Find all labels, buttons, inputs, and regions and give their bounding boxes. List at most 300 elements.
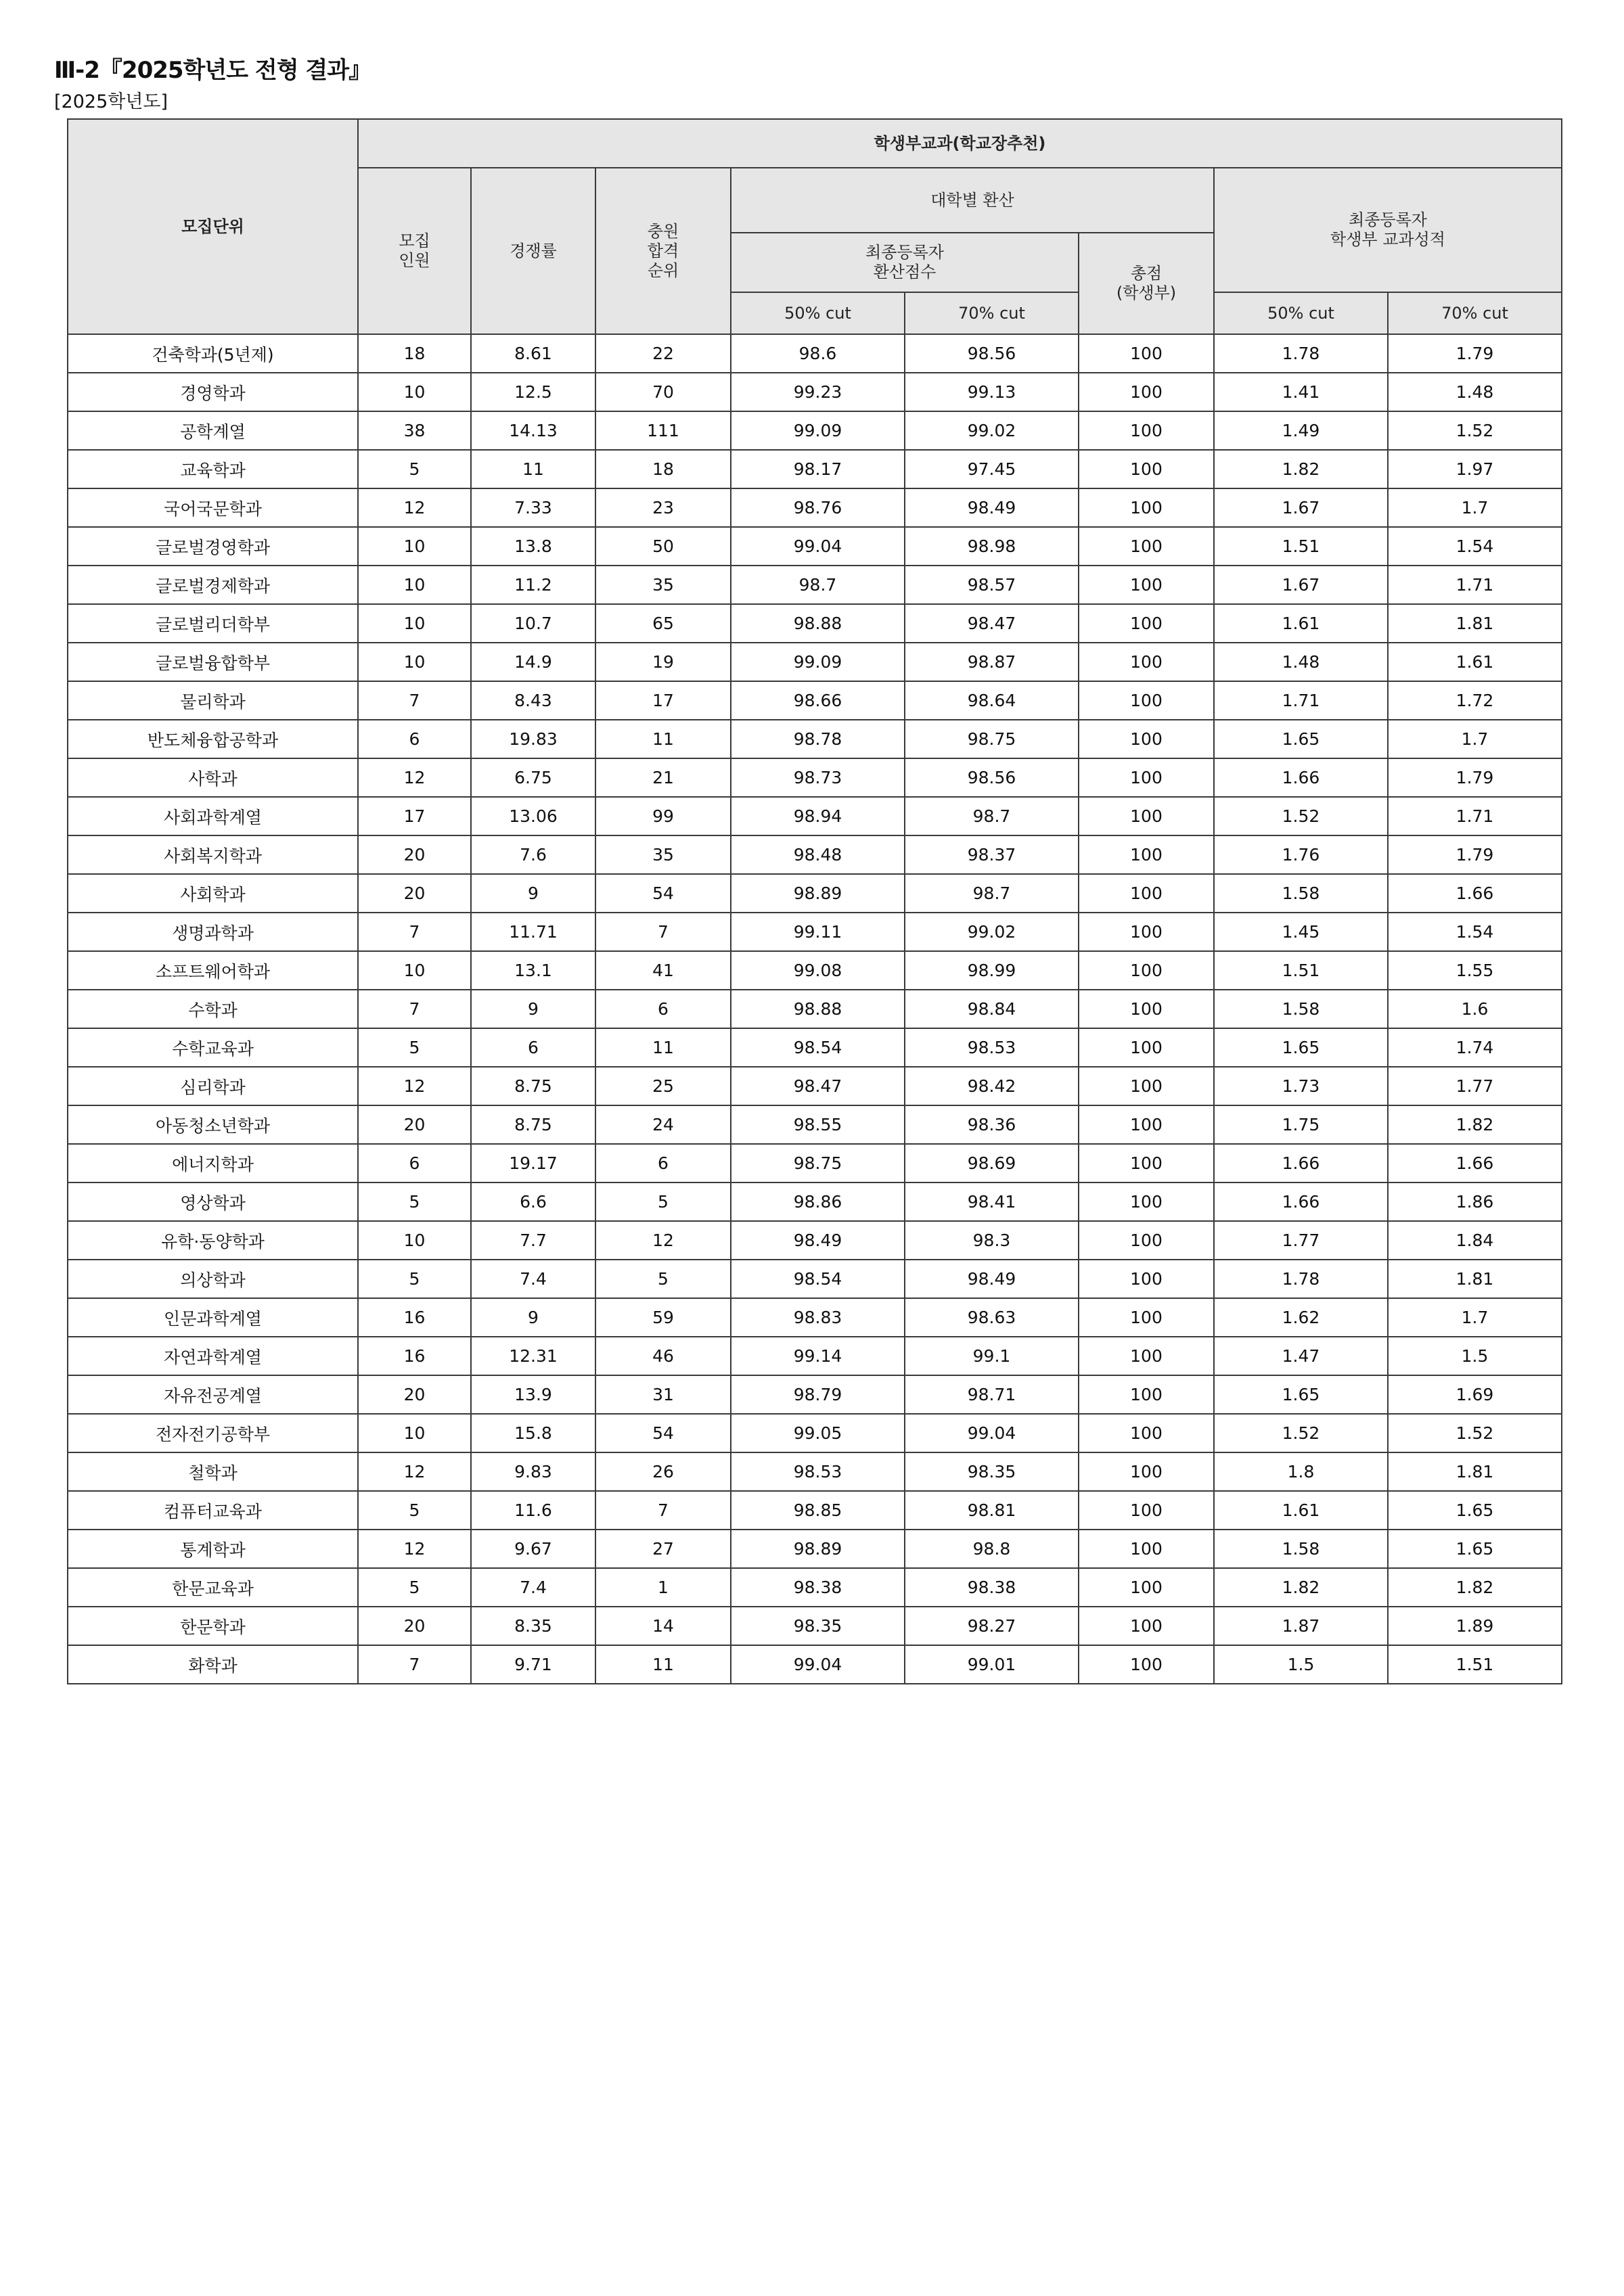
cell-rank: 70 bbox=[595, 373, 731, 411]
cell-grade-cut70: 1.71 bbox=[1388, 566, 1562, 604]
cell-grade-cut50: 1.47 bbox=[1214, 1337, 1388, 1375]
table-row bbox=[68, 1144, 1562, 1183]
cell-competition: 7.33 bbox=[471, 488, 595, 527]
table-row bbox=[68, 1028, 1562, 1067]
cell-conv-cut70: 98.63 bbox=[905, 1298, 1079, 1337]
cell-conv-cut70: 98.81 bbox=[905, 1491, 1079, 1530]
cell-total: 100 bbox=[1079, 874, 1214, 913]
cell-total: 100 bbox=[1079, 1491, 1214, 1530]
cell-unit: 통계학과 bbox=[68, 1530, 358, 1568]
cell-grade-cut50: 1.58 bbox=[1214, 990, 1388, 1028]
cell-competition: 11.71 bbox=[471, 913, 595, 951]
cell-conv-cut70: 99.02 bbox=[905, 411, 1079, 450]
cell-unit: 철학과 bbox=[68, 1452, 358, 1491]
cell-rank: 31 bbox=[595, 1375, 731, 1414]
cell-competition: 9 bbox=[471, 874, 595, 913]
cell-unit: 의상학과 bbox=[68, 1260, 358, 1298]
cell-competition: 15.8 bbox=[471, 1414, 595, 1452]
cell-competition: 9.71 bbox=[471, 1645, 595, 1684]
cell-total: 100 bbox=[1079, 1375, 1214, 1414]
cell-unit: 국어국문학과 bbox=[68, 488, 358, 527]
cell-competition: 19.83 bbox=[471, 720, 595, 758]
cell-grade-cut70: 1.55 bbox=[1388, 951, 1562, 990]
cell-rank: 41 bbox=[595, 951, 731, 990]
table-row bbox=[68, 1530, 1562, 1568]
cell-grade-cut50: 1.77 bbox=[1214, 1221, 1388, 1260]
cell-unit: 글로벌경제학과 bbox=[68, 566, 358, 604]
header-grade-cut50: 50% cut bbox=[1214, 292, 1388, 334]
cell-grade-cut70: 1.54 bbox=[1388, 913, 1562, 951]
cell-grade-cut50: 1.66 bbox=[1214, 758, 1388, 797]
cell-conv-cut50: 98.78 bbox=[731, 720, 905, 758]
cell-conv-cut50: 99.14 bbox=[731, 1337, 905, 1375]
table-row bbox=[68, 527, 1562, 566]
cell-quota: 10 bbox=[358, 527, 471, 566]
cell-quota: 12 bbox=[358, 1530, 471, 1568]
cell-quota: 5 bbox=[358, 1183, 471, 1221]
cell-quota: 6 bbox=[358, 1144, 471, 1183]
cell-conv-cut50: 99.04 bbox=[731, 527, 905, 566]
cell-grade-cut70: 1.61 bbox=[1388, 643, 1562, 681]
cell-unit: 한문교육과 bbox=[68, 1568, 358, 1607]
cell-conv-cut70: 98.56 bbox=[905, 758, 1079, 797]
table-row bbox=[68, 797, 1562, 835]
cell-conv-cut70: 98.8 bbox=[905, 1530, 1079, 1568]
cell-grade-cut70: 1.48 bbox=[1388, 373, 1562, 411]
cell-unit: 수학교육과 bbox=[68, 1028, 358, 1067]
cell-competition: 9 bbox=[471, 1298, 595, 1337]
cell-conv-cut50: 98.38 bbox=[731, 1568, 905, 1607]
cell-total: 100 bbox=[1079, 990, 1214, 1028]
cell-quota: 20 bbox=[358, 835, 471, 874]
cell-total: 100 bbox=[1079, 1105, 1214, 1144]
cell-quota: 10 bbox=[358, 643, 471, 681]
cell-grade-cut70: 1.69 bbox=[1388, 1375, 1562, 1414]
cell-conv-cut50: 98.75 bbox=[731, 1144, 905, 1183]
cell-grade-cut50: 1.66 bbox=[1214, 1144, 1388, 1183]
table-row bbox=[68, 681, 1562, 720]
cell-grade-cut70: 1.89 bbox=[1388, 1607, 1562, 1645]
cell-grade-cut50: 1.82 bbox=[1214, 450, 1388, 488]
cell-conv-cut70: 98.98 bbox=[905, 527, 1079, 566]
cell-quota: 10 bbox=[358, 951, 471, 990]
cell-total: 100 bbox=[1079, 604, 1214, 643]
cell-total: 100 bbox=[1079, 527, 1214, 566]
cell-unit: 컴퓨터교육과 bbox=[68, 1491, 358, 1530]
cell-unit: 사학과 bbox=[68, 758, 358, 797]
cell-total: 100 bbox=[1079, 450, 1214, 488]
cell-quota: 38 bbox=[358, 411, 471, 450]
table-row bbox=[68, 450, 1562, 488]
cell-unit: 교육학과 bbox=[68, 450, 358, 488]
cell-grade-cut50: 1.41 bbox=[1214, 373, 1388, 411]
cell-total: 100 bbox=[1079, 758, 1214, 797]
cell-grade-cut50: 1.61 bbox=[1214, 604, 1388, 643]
cell-conv-cut70: 98.7 bbox=[905, 874, 1079, 913]
cell-quota: 16 bbox=[358, 1298, 471, 1337]
table-row bbox=[68, 1414, 1562, 1452]
cell-total: 100 bbox=[1079, 1337, 1214, 1375]
cell-total: 100 bbox=[1079, 1452, 1214, 1491]
cell-grade-cut50: 1.51 bbox=[1214, 951, 1388, 990]
cell-unit: 영상학과 bbox=[68, 1183, 358, 1221]
table-body bbox=[68, 334, 1562, 1684]
cell-grade-cut50: 1.8 bbox=[1214, 1452, 1388, 1491]
cell-rank: 6 bbox=[595, 990, 731, 1028]
cell-conv-cut70: 98.71 bbox=[905, 1375, 1079, 1414]
cell-conv-cut50: 98.73 bbox=[731, 758, 905, 797]
cell-rank: 12 bbox=[595, 1221, 731, 1260]
cell-quota: 12 bbox=[358, 1452, 471, 1491]
cell-conv-cut50: 98.17 bbox=[731, 450, 905, 488]
cell-quota: 18 bbox=[358, 334, 471, 373]
cell-grade-cut50: 1.78 bbox=[1214, 1260, 1388, 1298]
cell-total: 100 bbox=[1079, 566, 1214, 604]
cell-conv-cut70: 98.99 bbox=[905, 951, 1079, 990]
cell-conv-cut50: 98.79 bbox=[731, 1375, 905, 1414]
cell-competition: 7.4 bbox=[471, 1260, 595, 1298]
cell-grade-cut70: 1.71 bbox=[1388, 797, 1562, 835]
cell-quota: 5 bbox=[358, 1491, 471, 1530]
cell-competition: 13.1 bbox=[471, 951, 595, 990]
cell-total: 100 bbox=[1079, 1260, 1214, 1298]
table-row bbox=[68, 720, 1562, 758]
cell-conv-cut50: 98.48 bbox=[731, 835, 905, 874]
table-row bbox=[68, 566, 1562, 604]
cell-conv-cut70: 98.84 bbox=[905, 990, 1079, 1028]
page-subtitle: [2025학년도] bbox=[54, 91, 168, 112]
table-row bbox=[68, 373, 1562, 411]
cell-conv-cut50: 98.54 bbox=[731, 1028, 905, 1067]
cell-unit: 자유전공계열 bbox=[68, 1375, 358, 1414]
cell-quota: 5 bbox=[358, 1568, 471, 1607]
cell-grade-cut70: 1.54 bbox=[1388, 527, 1562, 566]
table-row bbox=[68, 1491, 1562, 1530]
cell-unit: 공학계열 bbox=[68, 411, 358, 450]
cell-quota: 16 bbox=[358, 1337, 471, 1375]
cell-grade-cut50: 1.73 bbox=[1214, 1067, 1388, 1105]
cell-competition: 6.6 bbox=[471, 1183, 595, 1221]
cell-conv-cut70: 98.42 bbox=[905, 1067, 1079, 1105]
cell-rank: 11 bbox=[595, 1645, 731, 1684]
cell-grade-cut50: 1.48 bbox=[1214, 643, 1388, 681]
cell-rank: 21 bbox=[595, 758, 731, 797]
cell-grade-cut70: 1.79 bbox=[1388, 334, 1562, 373]
table-row bbox=[68, 1105, 1562, 1144]
table-row bbox=[68, 604, 1562, 643]
cell-rank: 11 bbox=[595, 720, 731, 758]
cell-rank: 99 bbox=[595, 797, 731, 835]
cell-conv-cut70: 98.38 bbox=[905, 1568, 1079, 1607]
cell-competition: 19.17 bbox=[471, 1144, 595, 1183]
cell-rank: 65 bbox=[595, 604, 731, 643]
cell-quota: 20 bbox=[358, 1105, 471, 1144]
cell-grade-cut50: 1.61 bbox=[1214, 1491, 1388, 1530]
cell-quota: 10 bbox=[358, 1221, 471, 1260]
cell-total: 100 bbox=[1079, 1028, 1214, 1067]
table-row bbox=[68, 1568, 1562, 1607]
page-title: Ⅲ-2『2025학년도 전형 결과』 bbox=[54, 57, 371, 84]
cell-conv-cut70: 98.7 bbox=[905, 797, 1079, 835]
header-unit: 모집단위 bbox=[68, 119, 358, 334]
cell-quota: 7 bbox=[358, 990, 471, 1028]
cell-conv-cut50: 98.94 bbox=[731, 797, 905, 835]
cell-grade-cut50: 1.76 bbox=[1214, 835, 1388, 874]
cell-grade-cut70: 1.7 bbox=[1388, 1298, 1562, 1337]
cell-grade-cut70: 1.66 bbox=[1388, 874, 1562, 913]
cell-conv-cut70: 99.13 bbox=[905, 373, 1079, 411]
cell-total: 100 bbox=[1079, 1067, 1214, 1105]
cell-conv-cut70: 98.49 bbox=[905, 488, 1079, 527]
cell-grade-cut50: 1.45 bbox=[1214, 913, 1388, 951]
cell-grade-cut70: 1.5 bbox=[1388, 1337, 1562, 1375]
table-row bbox=[68, 643, 1562, 681]
cell-total: 100 bbox=[1079, 1414, 1214, 1452]
cell-rank: 35 bbox=[595, 566, 731, 604]
cell-competition: 7.7 bbox=[471, 1221, 595, 1260]
cell-conv-cut50: 98.49 bbox=[731, 1221, 905, 1260]
table-row bbox=[68, 1337, 1562, 1375]
cell-conv-cut50: 98.6 bbox=[731, 334, 905, 373]
table-row bbox=[68, 874, 1562, 913]
table-row bbox=[68, 1645, 1562, 1684]
cell-conv-cut70: 99.01 bbox=[905, 1645, 1079, 1684]
cell-grade-cut70: 1.72 bbox=[1388, 681, 1562, 720]
cell-grade-cut50: 1.87 bbox=[1214, 1607, 1388, 1645]
cell-conv-cut50: 99.11 bbox=[731, 913, 905, 951]
cell-grade-cut70: 1.77 bbox=[1388, 1067, 1562, 1105]
cell-conv-cut70: 98.57 bbox=[905, 566, 1079, 604]
cell-rank: 35 bbox=[595, 835, 731, 874]
cell-grade-cut50: 1.62 bbox=[1214, 1298, 1388, 1337]
cell-unit: 전자전기공학부 bbox=[68, 1414, 358, 1452]
cell-grade-cut70: 1.86 bbox=[1388, 1183, 1562, 1221]
header-group: 학생부교과(학교장추천) bbox=[358, 119, 1562, 168]
header-conv-cut50: 50% cut bbox=[731, 292, 905, 334]
cell-quota: 7 bbox=[358, 913, 471, 951]
cell-rank: 18 bbox=[595, 450, 731, 488]
cell-grade-cut70: 1.52 bbox=[1388, 1414, 1562, 1452]
cell-competition: 12.5 bbox=[471, 373, 595, 411]
cell-conv-cut70: 98.53 bbox=[905, 1028, 1079, 1067]
cell-quota: 5 bbox=[358, 1028, 471, 1067]
cell-total: 100 bbox=[1079, 835, 1214, 874]
cell-conv-cut70: 98.36 bbox=[905, 1105, 1079, 1144]
cell-unit: 에너지학과 bbox=[68, 1144, 358, 1183]
cell-competition: 14.13 bbox=[471, 411, 595, 450]
cell-total: 100 bbox=[1079, 720, 1214, 758]
cell-conv-cut50: 98.89 bbox=[731, 874, 905, 913]
cell-conv-cut50: 98.76 bbox=[731, 488, 905, 527]
cell-rank: 1 bbox=[595, 1568, 731, 1607]
cell-total: 100 bbox=[1079, 1298, 1214, 1337]
table-row bbox=[68, 951, 1562, 990]
cell-competition: 13.9 bbox=[471, 1375, 595, 1414]
cell-quota: 12 bbox=[358, 1067, 471, 1105]
cell-quota: 10 bbox=[358, 373, 471, 411]
cell-grade-cut70: 1.51 bbox=[1388, 1645, 1562, 1684]
cell-grade-cut50: 1.51 bbox=[1214, 527, 1388, 566]
cell-conv-cut50: 98.88 bbox=[731, 990, 905, 1028]
cell-rank: 26 bbox=[595, 1452, 731, 1491]
cell-competition: 9 bbox=[471, 990, 595, 1028]
table-row bbox=[68, 1298, 1562, 1337]
cell-total: 100 bbox=[1079, 1144, 1214, 1183]
cell-total: 100 bbox=[1079, 1221, 1214, 1260]
cell-rank: 6 bbox=[595, 1144, 731, 1183]
cell-competition: 12.31 bbox=[471, 1337, 595, 1375]
cell-rank: 27 bbox=[595, 1530, 731, 1568]
cell-competition: 6 bbox=[471, 1028, 595, 1067]
table-row bbox=[68, 1375, 1562, 1414]
cell-competition: 11.6 bbox=[471, 1491, 595, 1530]
cell-conv-cut50: 98.47 bbox=[731, 1067, 905, 1105]
cell-rank: 22 bbox=[595, 334, 731, 373]
cell-grade-cut50: 1.65 bbox=[1214, 1028, 1388, 1067]
header-competition: 경쟁률 bbox=[471, 168, 595, 334]
cell-rank: 59 bbox=[595, 1298, 731, 1337]
cell-total: 100 bbox=[1079, 681, 1214, 720]
cell-grade-cut50: 1.67 bbox=[1214, 488, 1388, 527]
cell-total: 100 bbox=[1079, 1530, 1214, 1568]
cell-conv-cut50: 99.09 bbox=[731, 643, 905, 681]
cell-rank: 11 bbox=[595, 1028, 731, 1067]
cell-unit: 반도체융합공학과 bbox=[68, 720, 358, 758]
cell-unit: 글로벌경영학과 bbox=[68, 527, 358, 566]
cell-unit: 사회과학계열 bbox=[68, 797, 358, 835]
cell-conv-cut50: 98.88 bbox=[731, 604, 905, 643]
cell-quota: 6 bbox=[358, 720, 471, 758]
cell-competition: 10.7 bbox=[471, 604, 595, 643]
cell-unit: 한문학과 bbox=[68, 1607, 358, 1645]
cell-rank: 50 bbox=[595, 527, 731, 566]
cell-grade-cut70: 1.81 bbox=[1388, 604, 1562, 643]
cell-total: 100 bbox=[1079, 913, 1214, 951]
cell-conv-cut70: 98.87 bbox=[905, 643, 1079, 681]
cell-rank: 19 bbox=[595, 643, 731, 681]
cell-quota: 10 bbox=[358, 1414, 471, 1452]
cell-grade-cut50: 1.75 bbox=[1214, 1105, 1388, 1144]
cell-grade-cut70: 1.6 bbox=[1388, 990, 1562, 1028]
cell-total: 100 bbox=[1079, 334, 1214, 373]
cell-conv-cut50: 98.66 bbox=[731, 681, 905, 720]
cell-grade-cut70: 1.52 bbox=[1388, 411, 1562, 450]
cell-grade-cut70: 1.82 bbox=[1388, 1105, 1562, 1144]
header-conversion: 대학별 환산 bbox=[731, 168, 1214, 233]
cell-rank: 111 bbox=[595, 411, 731, 450]
cell-quota: 7 bbox=[358, 1645, 471, 1684]
cell-grade-cut70: 1.82 bbox=[1388, 1568, 1562, 1607]
cell-unit: 물리학과 bbox=[68, 681, 358, 720]
cell-grade-cut50: 1.52 bbox=[1214, 1414, 1388, 1452]
cell-conv-cut50: 99.05 bbox=[731, 1414, 905, 1452]
cell-grade-cut70: 1.65 bbox=[1388, 1491, 1562, 1530]
cell-grade-cut50: 1.49 bbox=[1214, 411, 1388, 450]
cell-conv-cut70: 98.41 bbox=[905, 1183, 1079, 1221]
cell-unit: 화학과 bbox=[68, 1645, 358, 1684]
cell-conv-cut70: 98.3 bbox=[905, 1221, 1079, 1260]
cell-total: 100 bbox=[1079, 1607, 1214, 1645]
cell-grade-cut70: 1.74 bbox=[1388, 1028, 1562, 1067]
cell-total: 100 bbox=[1079, 951, 1214, 990]
cell-quota: 12 bbox=[358, 488, 471, 527]
table-row bbox=[68, 913, 1562, 951]
table-row bbox=[68, 488, 1562, 527]
header-quota: 모집 인원 bbox=[358, 168, 471, 334]
cell-conv-cut50: 98.54 bbox=[731, 1260, 905, 1298]
cell-conv-cut50: 98.55 bbox=[731, 1105, 905, 1144]
cell-quota: 5 bbox=[358, 450, 471, 488]
cell-rank: 5 bbox=[595, 1260, 731, 1298]
cell-unit: 유학·동양학과 bbox=[68, 1221, 358, 1260]
cell-competition: 6.75 bbox=[471, 758, 595, 797]
cell-competition: 7.6 bbox=[471, 835, 595, 874]
cell-grade-cut50: 1.82 bbox=[1214, 1568, 1388, 1607]
cell-quota: 20 bbox=[358, 874, 471, 913]
cell-conv-cut70: 99.02 bbox=[905, 913, 1079, 951]
cell-unit: 생명과학과 bbox=[68, 913, 358, 951]
cell-unit: 글로벌리더학부 bbox=[68, 604, 358, 643]
cell-unit: 사회복지학과 bbox=[68, 835, 358, 874]
cell-total: 100 bbox=[1079, 1568, 1214, 1607]
cell-grade-cut70: 1.79 bbox=[1388, 758, 1562, 797]
cell-total: 100 bbox=[1079, 411, 1214, 450]
cell-conv-cut70: 99.04 bbox=[905, 1414, 1079, 1452]
cell-competition: 7.4 bbox=[471, 1568, 595, 1607]
cell-grade-cut70: 1.81 bbox=[1388, 1260, 1562, 1298]
cell-rank: 54 bbox=[595, 874, 731, 913]
cell-conv-cut70: 98.27 bbox=[905, 1607, 1079, 1645]
cell-competition: 8.75 bbox=[471, 1067, 595, 1105]
cell-unit: 심리학과 bbox=[68, 1067, 358, 1105]
cell-conv-cut70: 98.64 bbox=[905, 681, 1079, 720]
cell-competition: 13.06 bbox=[471, 797, 595, 835]
cell-rank: 24 bbox=[595, 1105, 731, 1144]
cell-unit: 글로벌융합학부 bbox=[68, 643, 358, 681]
cell-conv-cut50: 98.7 bbox=[731, 566, 905, 604]
cell-competition: 14.9 bbox=[471, 643, 595, 681]
table-row bbox=[68, 1221, 1562, 1260]
cell-grade-cut70: 1.66 bbox=[1388, 1144, 1562, 1183]
table-row bbox=[68, 334, 1562, 373]
cell-quota: 5 bbox=[358, 1260, 471, 1298]
cell-unit: 아동청소년학과 bbox=[68, 1105, 358, 1144]
header-rank: 충원 합격 순위 bbox=[595, 168, 731, 334]
table-header bbox=[68, 119, 1562, 334]
header-grade-cut70: 70% cut bbox=[1388, 292, 1562, 334]
cell-competition: 8.61 bbox=[471, 334, 595, 373]
table-row bbox=[68, 990, 1562, 1028]
cell-rank: 46 bbox=[595, 1337, 731, 1375]
cell-quota: 20 bbox=[358, 1607, 471, 1645]
cell-competition: 11 bbox=[471, 450, 595, 488]
table-row bbox=[68, 1607, 1562, 1645]
cell-conv-cut50: 98.89 bbox=[731, 1530, 905, 1568]
cell-grade-cut50: 1.58 bbox=[1214, 874, 1388, 913]
cell-conv-cut50: 98.53 bbox=[731, 1452, 905, 1491]
table-row bbox=[68, 835, 1562, 874]
cell-unit: 수학과 bbox=[68, 990, 358, 1028]
cell-quota: 10 bbox=[358, 566, 471, 604]
cell-grade-cut50: 1.67 bbox=[1214, 566, 1388, 604]
admission-results-table bbox=[67, 118, 1562, 1684]
table-row bbox=[68, 1183, 1562, 1221]
cell-grade-cut50: 1.65 bbox=[1214, 720, 1388, 758]
cell-competition: 8.35 bbox=[471, 1607, 595, 1645]
cell-quota: 10 bbox=[358, 604, 471, 643]
header-final-conversion: 최종등록자 환산점수 bbox=[731, 233, 1079, 292]
cell-rank: 17 bbox=[595, 681, 731, 720]
